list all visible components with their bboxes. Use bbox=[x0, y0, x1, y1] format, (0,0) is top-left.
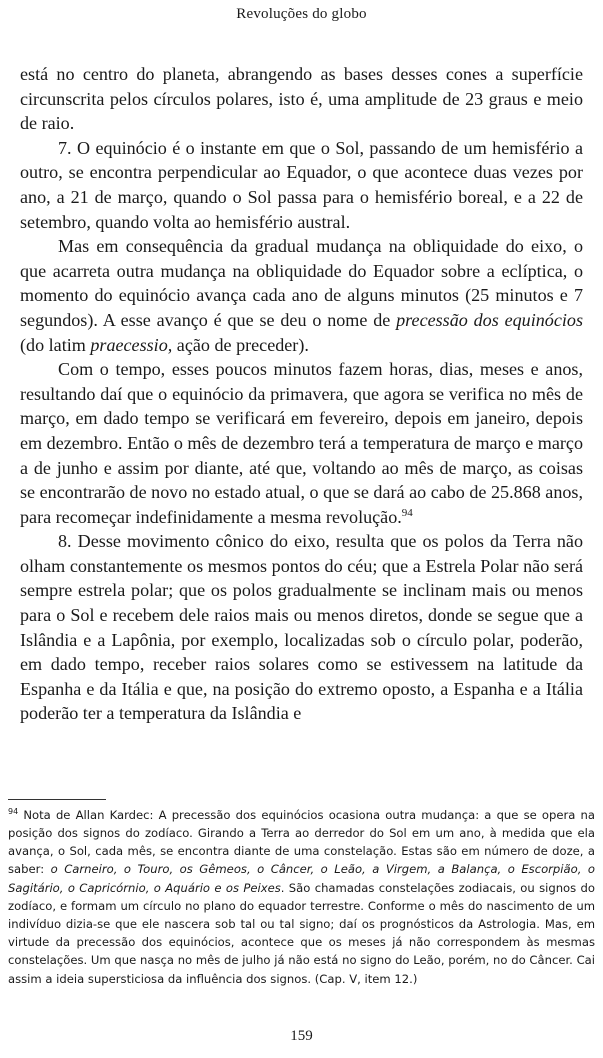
paragraph-item-8: 8. Desse movimento cônico do eixo, resulta que os polos da Terra não olham constantemente os mesmos pontos do céu; que a Estrela Polar não será sempre estrela polar; que os polos gradualmente se inclinam mais ou menos para o Sol e recebem dele raios mais ou menos diretos, donde se segue que a Islândia e a Lapônia, por exemplo, localizadas sob o círculo polar, poderão, em dado tempo, receber raios solares como se estivessem na latitude da Espanha e da Itália e que, na posição do extremo oposto, a Espanha e a Itália poderão ter a temperatura da Islândia e bbox=[20, 531, 583, 724]
paragraph-time bbox=[20, 357, 583, 529]
running-header: Revoluções do globo bbox=[236, 6, 367, 22]
footnote bbox=[8, 803, 595, 988]
paragraph-text: Com o tempo, esses poucos minutos fazem horas, dias, meses e anos, resultando daí que o equinócio da primavera, que agora se verifica no mês de março, em dado tempo se verificará em fevereiro, depois em janeiro, depois em dezembro. Então o mês de dezembro terá a temperatura de março e março a de junho e assim por diante, até que, voltando ao mês de março, as coisas se encontrarão de novo no estado atual, o que se dará ao cabo de 25.868 anos, para recomeçar indefinidamente a mesma revolução. bbox=[20, 359, 583, 527]
italic-latin-term: praecessio, bbox=[90, 334, 173, 355]
footnote-reference[interactable]: 94 bbox=[401, 506, 413, 519]
page-number: 159 bbox=[290, 1028, 313, 1044]
footnote-divider bbox=[8, 799, 106, 800]
footnote-text: Nota de Allan Kardec: A precessão dos equinócios ocasiona outra mudança: a que se opera na posição dos signos do zodíaco. Girando a Terra ao derredor do Sol em um ano, à medida que ela avança, o Sol, cada mês, se encontra diante de uma constelação. Estas são em número de doze, a saber: bbox=[8, 807, 595, 877]
italic-term: precessão dos equinócios bbox=[396, 309, 583, 330]
footnote-number: 94 bbox=[8, 807, 19, 816]
paragraph-precession bbox=[20, 234, 583, 357]
paragraph-item-7: 7. O equinócio é o instante em que o Sol, passando de um hemisfério a outro, se encontra perpendicular ao Equador, o que acontece duas vezes por ano, a 21 de março, quando o Sol passa para o hemisfério boreal, e a 22 de setembro, quando volta ao hemisfério austral. bbox=[20, 137, 583, 232]
main-text bbox=[20, 62, 583, 726]
footnote-text: . São chamadas constelações zodiacais, ou signos do zodíaco, e formam um círculo no plano do equador terrestre. Conforme o mês do nascimento de um indivíduo dizia-se que ele nascera sob tal ou tal signo; daí os prognósticos da Astrologia. Mas, em virtude da precessão dos equinócios, acontece que os meses já não correspondem às mesmas constelações. Um que nasça no mês de julho já não está no signo do Leão, porém, no do Câncer. Cai assim a ideia supersticiosa da influência dos signos. (Cap. V, item 12.) bbox=[8, 880, 596, 986]
paragraph-1: está no centro do planeta, abrangendo as bases desses cones a superfície circunscrita pelos círculos polares, isto é, uma amplitude de 23 graus e meio de raio. bbox=[20, 64, 583, 134]
paragraph-text: (do latim bbox=[20, 334, 91, 355]
footnote-signs-list: o Carneiro, o Touro, os Gêmeos, o Câncer, o Leão, a Virgem, a Balança, o Escorpião, o Sagitário, o Capricórnio, o Aquário e os Peixes bbox=[8, 862, 595, 895]
paragraph-text: Mas em consequência da gradual mudança na obliquidade do eixo, o que acarreta outra mudança na obliquidade do Equador sobre a eclíptica, o momento do equinócio avança cada ano de alguns minutos (25 minutos e 7 segundos). A esse avanço é que se deu o nome de bbox=[20, 236, 583, 330]
paragraph-text: ação de preceder). bbox=[172, 334, 309, 355]
